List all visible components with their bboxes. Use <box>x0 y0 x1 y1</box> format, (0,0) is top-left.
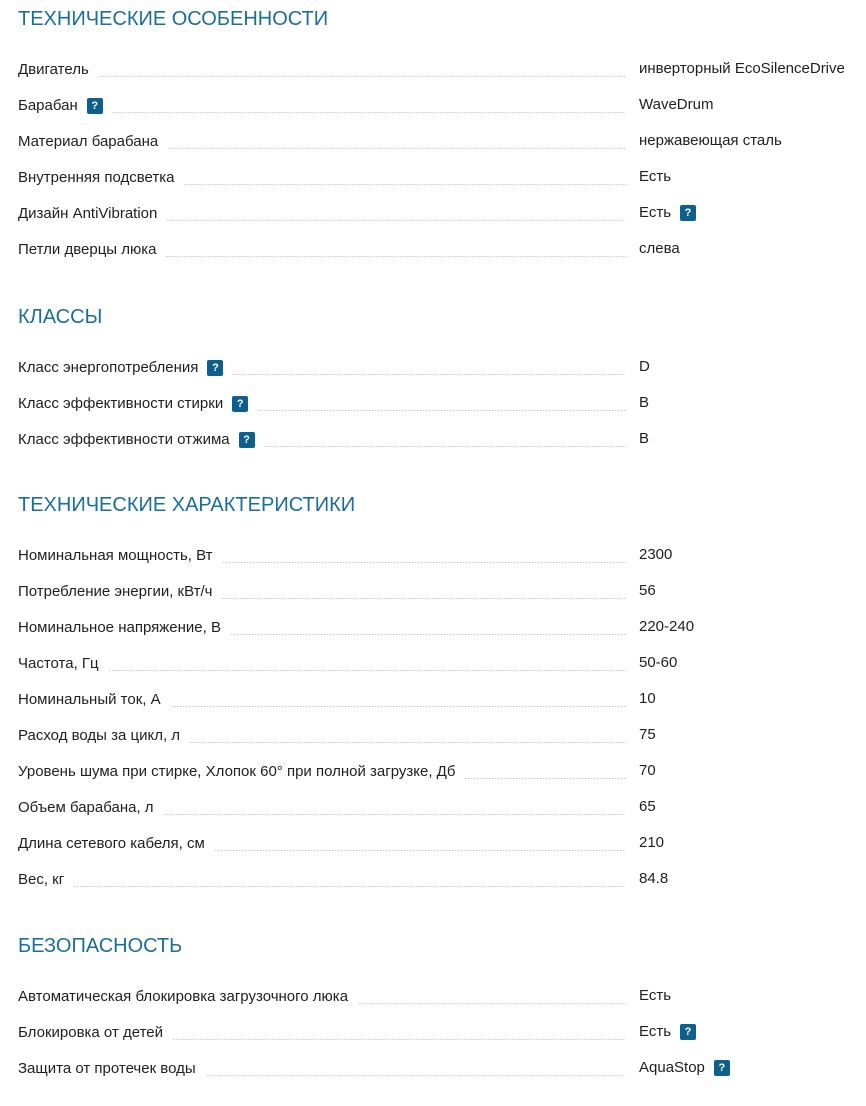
spec-value <box>639 868 668 890</box>
spec-value-text: B <box>639 394 650 411</box>
spec-row <box>18 1021 866 1043</box>
spec-row <box>18 724 866 746</box>
help-icon[interactable]: ? <box>232 396 248 412</box>
spec-label-text: Частота, Гц <box>18 655 99 672</box>
section-title: ТЕХНИЧЕСКИЕ ХАРАКТЕРИСТИКИ <box>18 494 356 516</box>
spec-row <box>18 94 866 116</box>
spec-label-wrap <box>18 202 626 224</box>
spec-label <box>18 240 160 260</box>
spec-value <box>639 724 656 746</box>
spec-label <box>18 582 216 602</box>
help-icon[interactable]: ? <box>239 432 255 448</box>
dotted-leader <box>233 374 626 375</box>
section-title: БЕЗОПАСНОСТЬ <box>18 935 183 957</box>
spec-label <box>18 430 259 450</box>
spec-label-text: Автоматическая блокировка загрузочного люка <box>18 988 349 1005</box>
spec-value-text: AquaStop <box>639 1059 705 1076</box>
spec-row <box>18 130 866 152</box>
spec-value <box>639 202 696 224</box>
spec-label-text: Расход воды за цикл, л <box>18 727 181 744</box>
section-title: ТЕХНИЧЕСКИЕ ОСОБЕННОСТИ <box>18 8 329 30</box>
spec-value <box>639 166 671 188</box>
spec-row <box>18 356 866 378</box>
spec-label-wrap <box>18 428 626 450</box>
spec-value-text: нержавеющая сталь <box>639 132 782 149</box>
spec-label-wrap <box>18 832 626 854</box>
spec-label-text: Внутренняя подсветка <box>18 169 175 186</box>
spec-value <box>639 652 677 674</box>
dotted-leader <box>99 76 626 77</box>
spec-label-text: Петли дверцы люка <box>18 241 157 258</box>
spec-value <box>639 392 649 414</box>
spec-row <box>18 580 866 602</box>
spec-label-text: Класс энергопотребления <box>18 359 199 376</box>
dotted-leader <box>168 148 626 149</box>
spec-label-text: Материал барабана <box>18 133 159 150</box>
spec-row <box>18 985 866 1007</box>
spec-row <box>18 544 866 566</box>
spec-label-text: Уровень шума при стирке, Хлопок 60° при полной загрузке, Дб <box>18 763 456 780</box>
spec-value-text: 210 <box>639 834 665 851</box>
spec-label <box>18 96 107 116</box>
spec-label <box>18 1023 167 1043</box>
spec-value-text: Есть <box>639 1023 672 1040</box>
spec-row <box>18 832 866 854</box>
spec-value <box>639 356 650 378</box>
spec-label-wrap <box>18 580 626 602</box>
spec-label-text: Номинальное напряжение, В <box>18 619 221 636</box>
spec-value-text: 220-240 <box>639 618 695 635</box>
spec-row <box>18 392 866 414</box>
spec-value-text: 56 <box>639 582 656 599</box>
spec-label-text: Объем барабана, л <box>18 799 154 816</box>
spec-label <box>18 834 209 854</box>
dotted-leader <box>166 256 626 257</box>
spec-value-text: Есть <box>639 987 672 1004</box>
spec-label-wrap <box>18 652 626 674</box>
spec-label-wrap <box>18 796 626 818</box>
spec-value-text: инверторный EcoSilenceDrive <box>639 60 845 77</box>
spec-label-text: Номинальный ток, А <box>18 691 161 708</box>
spec-value <box>639 985 671 1007</box>
dotted-leader <box>206 1075 626 1076</box>
spec-label <box>18 654 103 674</box>
dotted-leader <box>167 220 626 221</box>
help-icon[interactable]: ? <box>680 205 696 221</box>
dotted-leader <box>222 598 626 599</box>
spec-row <box>18 652 866 674</box>
spec-row <box>18 428 866 450</box>
spec-label-wrap <box>18 724 626 746</box>
spec-label-wrap <box>18 166 626 188</box>
spec-value-text: D <box>639 358 650 375</box>
spec-label-wrap <box>18 868 626 890</box>
spec-value-text: 84.8 <box>639 870 669 887</box>
spec-label-wrap <box>18 760 626 782</box>
spec-value-text: Есть <box>639 168 672 185</box>
spec-label-text: Длина сетевого кабеля, см <box>18 835 205 852</box>
spec-label <box>18 546 217 566</box>
spec-label <box>18 870 68 890</box>
spec-label-wrap <box>18 1021 626 1043</box>
spec-value <box>639 94 713 116</box>
spec-label-wrap <box>18 238 626 260</box>
help-icon[interactable]: ? <box>207 360 223 376</box>
spec-row <box>18 688 866 710</box>
spec-label <box>18 204 161 224</box>
spec-label <box>18 726 184 746</box>
spec-value <box>639 760 656 782</box>
spec-value <box>639 1057 730 1079</box>
spec-label-text: Барабан <box>18 97 78 114</box>
dotted-leader <box>231 634 626 635</box>
spec-label-wrap <box>18 688 626 710</box>
dotted-leader <box>113 112 626 113</box>
spec-value <box>639 832 664 854</box>
dotted-leader <box>171 706 626 707</box>
spec-label <box>18 762 459 782</box>
spec-label-wrap <box>18 1057 626 1079</box>
spec-value-text: слева <box>639 240 680 257</box>
spec-value-text: WaveDrum <box>639 96 714 113</box>
spec-label-text: Класс эффективности стирки <box>18 395 224 412</box>
spec-value-text: 2300 <box>639 546 673 563</box>
spec-label-wrap <box>18 130 626 152</box>
spec-row <box>18 868 866 890</box>
spec-label <box>18 132 162 152</box>
help-icon[interactable]: ? <box>87 98 103 114</box>
spec-value-text: 10 <box>639 690 656 707</box>
spec-label <box>18 987 352 1007</box>
dotted-leader <box>173 1039 626 1040</box>
dotted-leader <box>74 886 626 887</box>
spec-row <box>18 796 866 818</box>
spec-value-text: 65 <box>639 798 656 815</box>
dotted-leader <box>465 778 626 779</box>
spec-label-wrap <box>18 94 626 116</box>
spec-row <box>18 1057 866 1079</box>
help-icon[interactable]: ? <box>680 1024 696 1040</box>
dotted-leader <box>358 1003 626 1004</box>
spec-value-text: B <box>639 430 650 447</box>
spec-value <box>639 58 845 80</box>
spec-label-wrap <box>18 616 626 638</box>
spec-label-text: Номинальная мощность, Вт <box>18 547 213 564</box>
dotted-leader <box>223 562 627 563</box>
spec-value <box>639 238 680 260</box>
spec-value <box>639 688 656 710</box>
spec-label <box>18 798 158 818</box>
spec-label-wrap <box>18 392 626 414</box>
dotted-leader <box>190 742 626 743</box>
spec-value <box>639 544 672 566</box>
spec-value <box>639 1021 696 1043</box>
help-icon[interactable]: ? <box>714 1060 730 1076</box>
dotted-leader <box>258 410 626 411</box>
spec-row <box>18 616 866 638</box>
spec-label-text: Блокировка от детей <box>18 1024 164 1041</box>
spec-label-text: Потребление энергии, кВт/ч <box>18 583 213 600</box>
spec-label <box>18 1059 200 1079</box>
spec-label <box>18 358 227 378</box>
section-title: КЛАССЫ <box>18 306 103 328</box>
spec-value <box>639 580 656 602</box>
spec-value <box>639 616 694 638</box>
dotted-leader <box>164 814 626 815</box>
spec-label <box>18 168 178 188</box>
spec-label-text: Класс эффективности отжима <box>18 431 230 448</box>
spec-row <box>18 238 866 260</box>
spec-row <box>18 760 866 782</box>
spec-value-text: 50-60 <box>639 654 678 671</box>
spec-label <box>18 60 93 80</box>
spec-value-text: 75 <box>639 726 656 743</box>
dotted-leader <box>184 184 626 185</box>
spec-label-text: Двигатель <box>18 61 89 78</box>
spec-value-text: Есть <box>639 204 672 221</box>
spec-label-wrap <box>18 58 626 80</box>
spec-label <box>18 690 165 710</box>
spec-label-text: Защита от протечек воды <box>18 1060 196 1077</box>
spec-label-wrap <box>18 356 626 378</box>
spec-label <box>18 394 252 414</box>
spec-value <box>639 130 782 152</box>
spec-label-wrap <box>18 985 626 1007</box>
spec-value <box>639 796 656 818</box>
spec-value-text: 70 <box>639 762 656 779</box>
spec-value <box>639 428 649 450</box>
spec-row <box>18 202 866 224</box>
spec-row <box>18 166 866 188</box>
spec-label-wrap <box>18 544 626 566</box>
spec-label-text: Вес, кг <box>18 871 65 888</box>
spec-row <box>18 58 866 80</box>
spec-label-text: Дизайн AntiVibration <box>18 205 158 222</box>
dotted-leader <box>265 446 626 447</box>
spec-label <box>18 618 225 638</box>
dotted-leader <box>109 670 626 671</box>
dotted-leader <box>215 850 626 851</box>
